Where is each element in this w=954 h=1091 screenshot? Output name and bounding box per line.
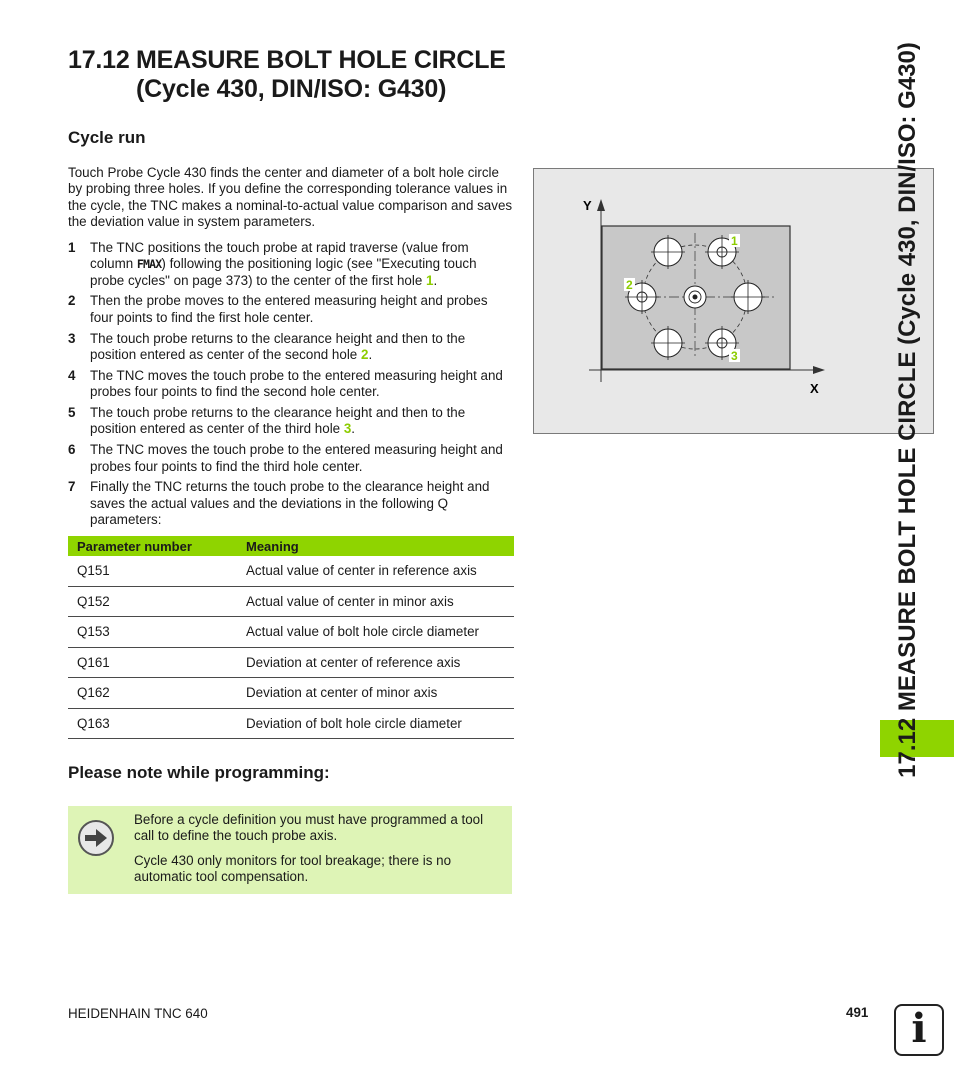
step-6 — [68, 442, 513, 475]
y-axis-label: Y — [583, 198, 592, 213]
info-glyph: i — [911, 1005, 927, 1052]
x-axis-label: X — [810, 381, 819, 396]
arrow-right-icon — [78, 820, 114, 856]
param-cell: Q151 — [68, 556, 237, 586]
param-cell: Q153 — [68, 617, 237, 648]
hole-ref-1: 1 — [426, 272, 434, 288]
meaning-cell: Actual value of center in reference axis — [237, 556, 514, 586]
center-point — [693, 295, 698, 300]
step-text-part: . — [368, 346, 373, 362]
intro-paragraph: Touch Probe Cycle 430 finds the center and diameter of a bolt hole circle by probing three holes. If you define the corresponding tolerance values in the cycle, the TNC makes a nominal-to-actual value comparison and saves the deviation value in system parameters. — [68, 165, 513, 229]
step-text: Finally the TNC returns the touch probe to the clearance height and saves the actual values and the deviations in the following Q parameters: — [90, 479, 490, 528]
hole-label-3: 3 — [731, 349, 738, 363]
step-2 — [68, 293, 513, 326]
step-text — [90, 405, 513, 438]
param-cell: Q152 — [68, 586, 237, 617]
step-number: 3 — [68, 330, 76, 346]
step-number: 2 — [68, 293, 76, 309]
step-number: 7 — [68, 479, 76, 495]
info-icon — [894, 1004, 944, 1056]
step-1 — [68, 240, 513, 289]
page-title — [68, 46, 506, 104]
step-5 — [68, 405, 513, 438]
sidebar-title-text: 17.12 MEASURE BOLT HOLE CIRCLE (Cycle 430, DIN/ISO: G430) — [894, 42, 921, 778]
table-row — [68, 556, 514, 586]
meaning-cell: Actual value of center in minor axis — [237, 586, 514, 617]
table-row — [68, 586, 514, 617]
hole-label-2: 2 — [626, 278, 633, 292]
step-number: 1 — [68, 240, 76, 255]
param-cell: Q162 — [68, 678, 237, 709]
figure-drawing — [534, 169, 933, 433]
param-cell: Q163 — [68, 708, 237, 739]
step-number: 4 — [68, 367, 76, 383]
x-axis-arrow — [813, 366, 825, 374]
step-text-part: The touch probe returns to the clearance height and then to the position entered as center of the third hole — [90, 405, 466, 437]
notes-heading: Please note while programming: — [68, 763, 330, 782]
step-list — [68, 240, 513, 533]
step-number: 6 — [68, 442, 76, 458]
page-number: 491 — [846, 1005, 869, 1020]
note-item-1: Before a cycle definition you must have programmed a tool call to define the touch probe axis. — [134, 812, 484, 844]
footer-product: HEIDENHAIN TNC 640 — [68, 1006, 208, 1021]
step-3 — [68, 331, 513, 364]
q-parameter-table — [68, 536, 514, 739]
param-cell: Q161 — [68, 647, 237, 678]
note-box — [68, 806, 512, 894]
step-text-part: . — [351, 421, 356, 437]
bolt-hole-circle-figure — [533, 168, 934, 434]
code-fmax: FMAX — [136, 257, 162, 272]
step-4 — [68, 368, 513, 401]
step-text-part: The touch probe returns to the clearance height and then to the position entered as center of the second hole — [90, 330, 466, 362]
hole-label-1: 1 — [731, 234, 738, 248]
table-row — [68, 708, 514, 739]
note-text — [134, 812, 502, 893]
meaning-cell: Deviation at center of reference axis — [237, 647, 514, 678]
y-axis-arrow — [597, 199, 605, 211]
table-header-row — [68, 536, 514, 556]
step-text-part: ) following the positioning logic (see "Executing touch probe cycles" on page 373) to the center of the first hole — [90, 256, 477, 288]
step-text — [90, 240, 513, 289]
step-text: The TNC moves the touch probe to the entered measuring height and probes four points to find the second hole center. — [90, 367, 503, 400]
step-number: 5 — [68, 405, 76, 421]
step-text-part: The TNC positions the touch probe at rapid traverse (value from column — [90, 240, 469, 272]
step-7 — [68, 479, 513, 528]
table-row — [68, 617, 514, 648]
section-number: 17.12 — [68, 46, 130, 74]
step-text: Then the probe moves to the entered measuring height and probes four points to find the first hole center. — [90, 293, 488, 325]
step-text-part: . — [433, 272, 438, 288]
meaning-cell: Deviation of bolt hole circle diameter — [237, 708, 514, 739]
table-row — [68, 678, 514, 709]
header-meaning: Meaning — [237, 536, 514, 556]
note-item-2: Cycle 430 only monitors for tool breakage; there is no automatic tool compensation. — [134, 852, 452, 884]
step-text — [90, 331, 513, 364]
meaning-cell: Actual value of bolt hole circle diameter — [237, 617, 514, 648]
cycle-run-heading: Cycle run — [68, 128, 146, 147]
hole-ref-3: 3 — [343, 421, 352, 437]
step-text: The TNC moves the touch probe to the entered measuring height and probes four points to find the third hole center. — [90, 442, 503, 474]
meaning-cell: Deviation at center of minor axis — [237, 678, 514, 709]
table-row — [68, 647, 514, 678]
header-parameter-number: Parameter number — [68, 536, 237, 556]
hole-ref-2: 2 — [360, 346, 369, 362]
arrow-right-glyph — [83, 827, 109, 849]
title-line-1: MEASURE BOLT HOLE CIRCLE — [136, 46, 506, 74]
title-line-2: (Cycle 430, DIN/ISO: G430) — [136, 75, 447, 103]
